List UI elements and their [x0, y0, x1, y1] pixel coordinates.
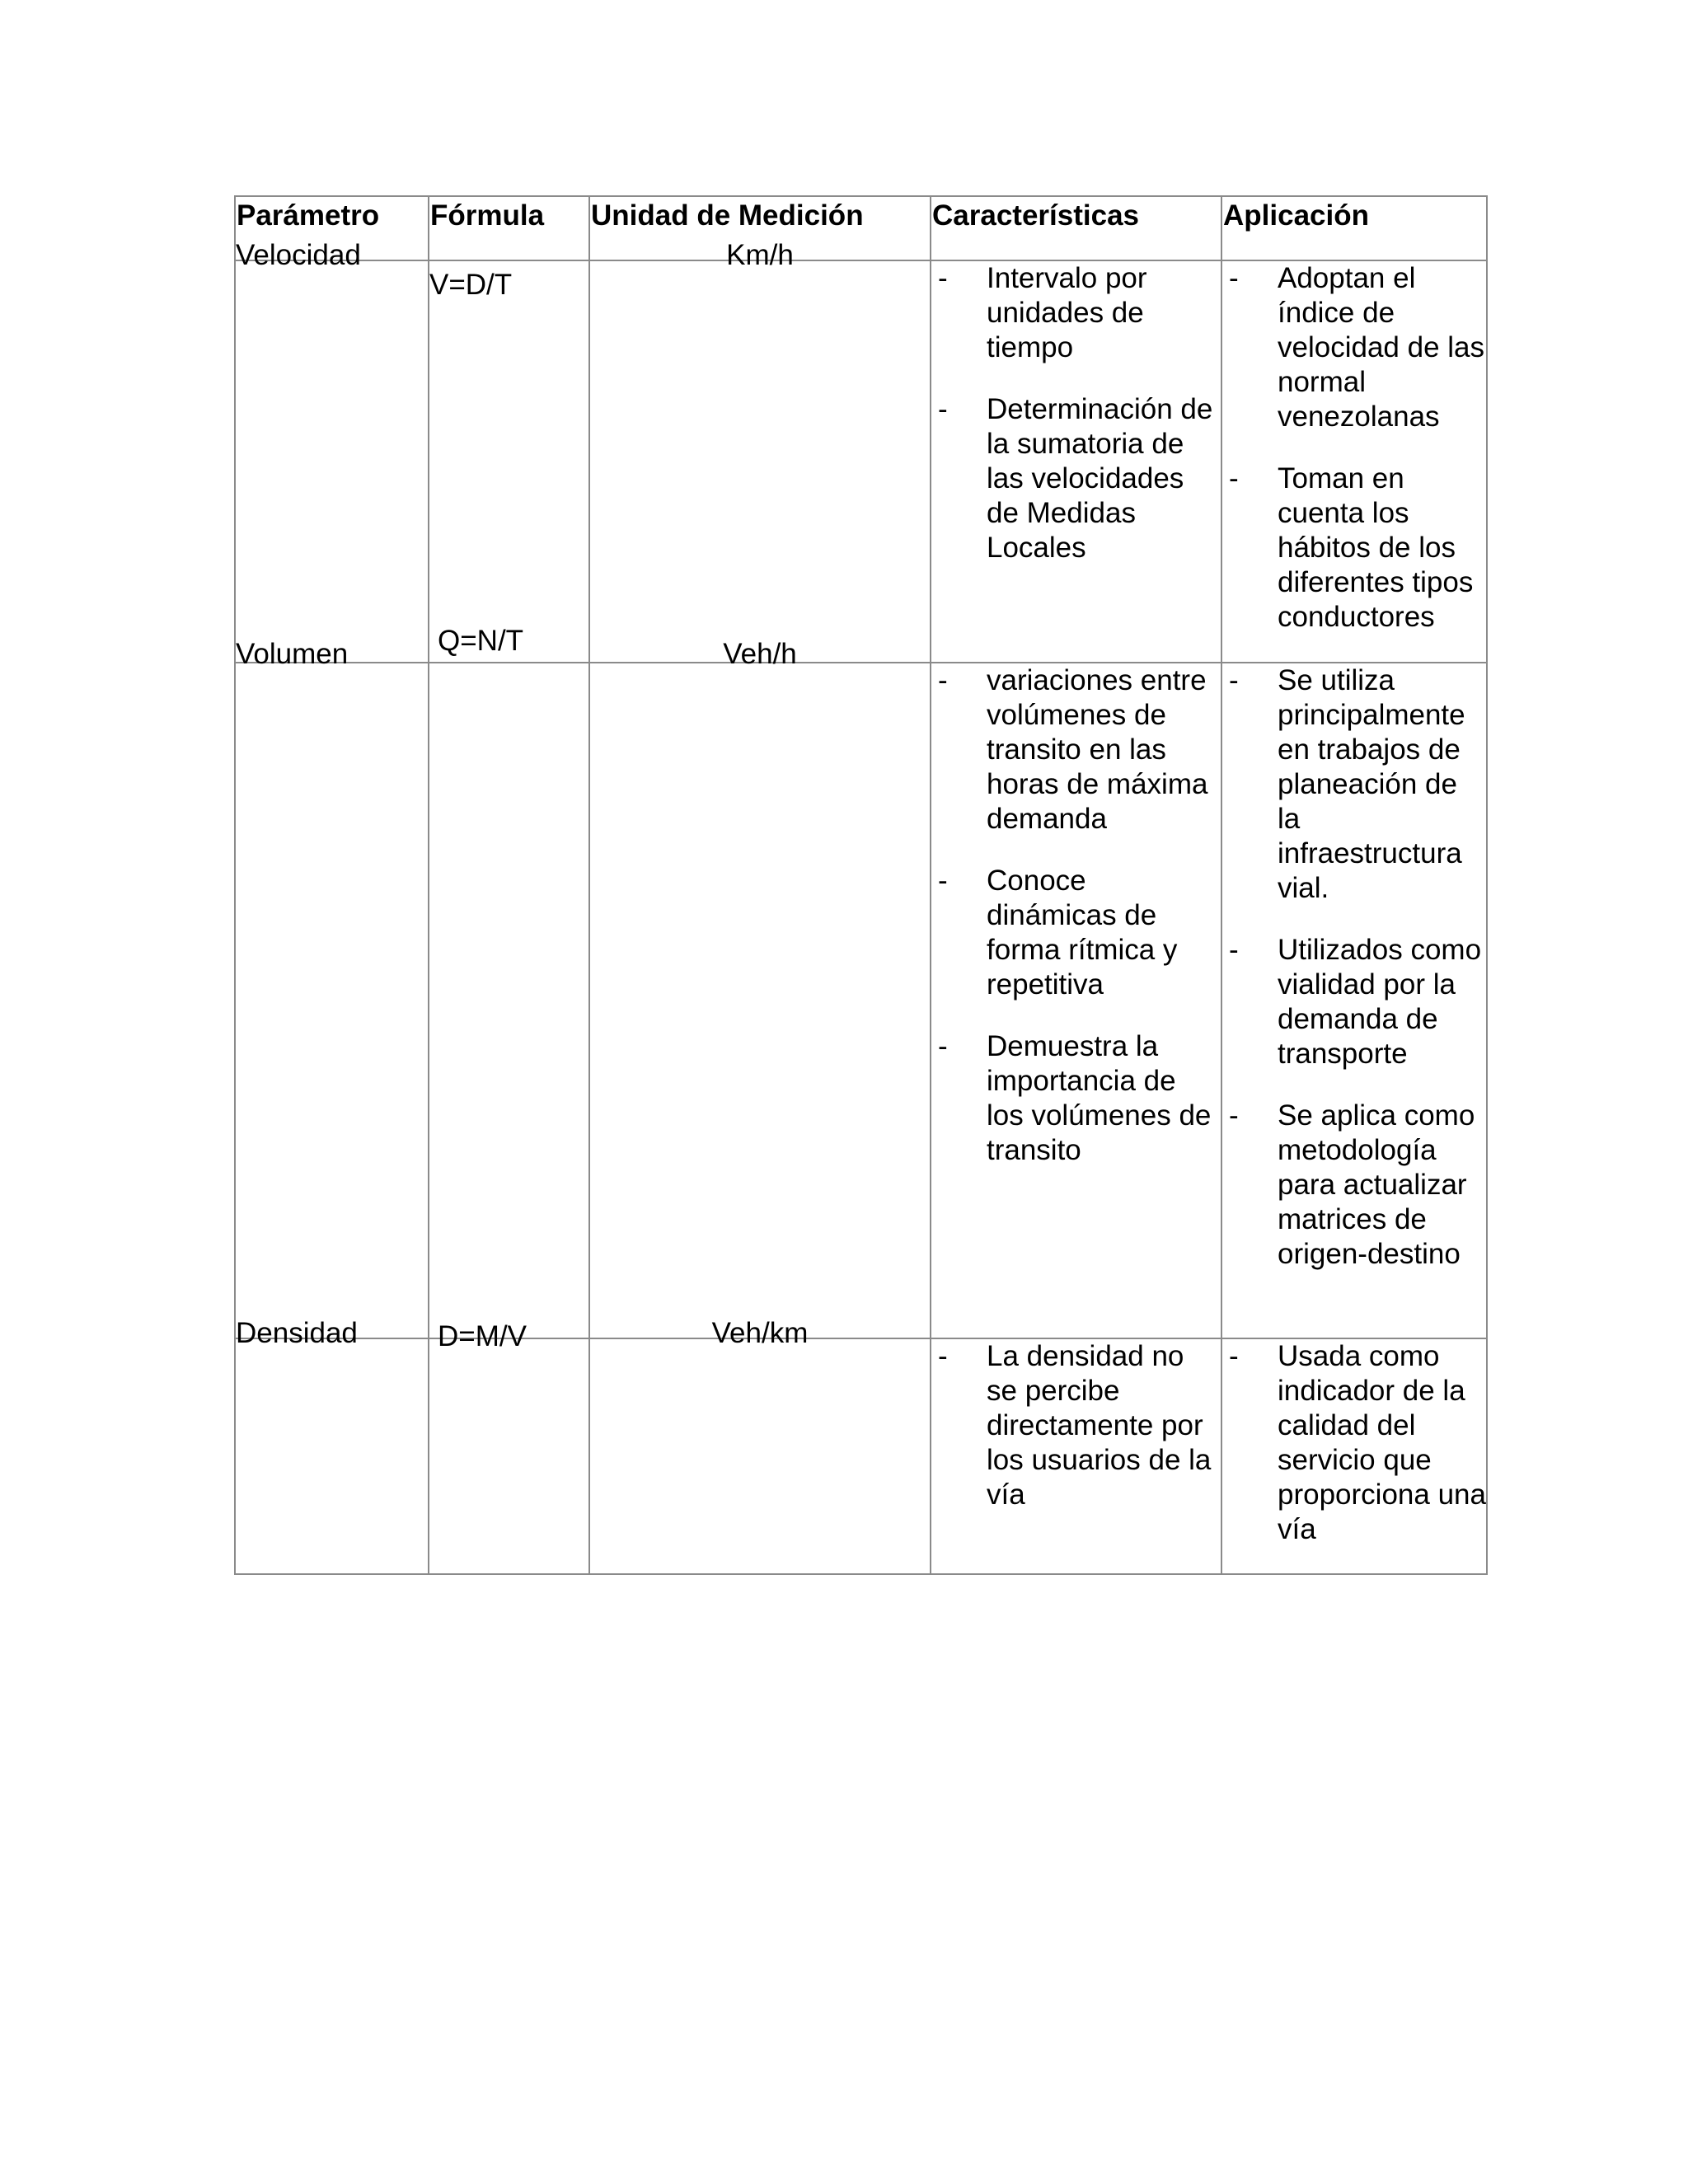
unidad-cell: [589, 638, 931, 1338]
header-unidad: Unidad de Medición: [589, 196, 931, 260]
aplicacion-text: Se utiliza principalmente en trabajos de planeación de la infraestructura vial.: [1278, 664, 1465, 904]
bullet-dash: -: [1229, 462, 1239, 494]
list-item: [931, 261, 1221, 365]
caracteristicas-cell: [931, 663, 1221, 1338]
header-parametro: Parámetro: [235, 196, 429, 260]
table-row-volumen: [235, 663, 1487, 1338]
aplicacion-list: [1222, 663, 1486, 1272]
bullet-dash: -: [938, 1340, 948, 1372]
formula-value: D=M/V: [438, 1320, 527, 1352]
list-item: [1222, 261, 1486, 434]
caracteristica-text: variaciones entre volúmenes de transito en las horas de máxima demanda: [987, 664, 1208, 835]
aplicacion-text: Se aplica como metodología para actualizar matrices de origen-destino: [1278, 1099, 1475, 1270]
bullet-dash: -: [1229, 664, 1239, 696]
formula-value: V=D/T: [429, 269, 513, 301]
formula-value: Q=N/T: [438, 625, 524, 657]
caracteristicas-list: [931, 261, 1221, 565]
list-item: [1222, 933, 1486, 1071]
caracteristicas-list: [931, 1339, 1221, 1512]
aplicacion-list: [1222, 261, 1486, 635]
parametro-cell: [235, 239, 429, 663]
aplicacion-cell: [1221, 260, 1487, 663]
unidad-cell: [589, 1317, 931, 1574]
caracteristicas-cell: [931, 1338, 1221, 1574]
aplicacion-text: Adoptan el índice de velocidad de las normal venezolanas: [1278, 262, 1484, 433]
formula-cell: [429, 625, 589, 1338]
caracteristica-text: Intervalo por unidades de tiempo: [987, 262, 1147, 363]
bullet-dash: -: [938, 664, 948, 696]
unidad-cell: [589, 239, 931, 663]
aplicacion-list: [1222, 1339, 1486, 1547]
list-item: [931, 864, 1221, 1002]
bullet-dash: -: [938, 1030, 948, 1062]
formula-cell: [429, 260, 589, 663]
list-item: [1222, 462, 1486, 635]
list-item: [931, 1029, 1221, 1168]
list-item: [931, 1339, 1221, 1512]
parametro-value: Velocidad: [236, 239, 361, 271]
list-item: [1222, 663, 1486, 906]
formula-cell: [429, 1320, 589, 1574]
list-item: [1222, 1099, 1486, 1272]
aplicacion-text: Usada como indicador de la calidad del servicio que proporciona una vía: [1278, 1340, 1486, 1545]
bullet-dash: -: [938, 865, 948, 897]
table-row-densidad: [235, 1338, 1487, 1574]
bullet-dash: -: [1229, 262, 1239, 294]
header-formula: Fórmula: [429, 196, 589, 260]
header-caracteristicas: Características: [931, 196, 1221, 260]
table-row-velocidad: [235, 260, 1487, 663]
unidad-value: Veh/km: [711, 1317, 809, 1349]
parametro-cell: [235, 1317, 429, 1574]
caracteristica-text: Determinación de la sumatoria de las velocidades de Medidas Locales: [987, 393, 1213, 564]
bullet-dash: -: [938, 262, 948, 294]
list-item: [1222, 1339, 1486, 1547]
aplicacion-cell: [1221, 663, 1487, 1338]
caracteristica-text: La densidad no se percibe directamente por los usuarios de la vía: [987, 1340, 1212, 1511]
list-item: [931, 392, 1221, 565]
caracteristica-text: Conoce dinámicas de forma rítmica y repetitiva: [987, 865, 1178, 1001]
parametro-cell: [235, 638, 429, 1338]
bullet-dash: -: [1229, 1099, 1239, 1132]
bullet-dash: -: [1229, 1340, 1239, 1372]
aplicacion-text: Utilizados como vialidad por la demanda de transporte: [1278, 934, 1482, 1070]
bullet-dash: -: [1229, 934, 1239, 966]
unidad-value: Veh/h: [723, 638, 797, 670]
header-aplicacion: Aplicación: [1221, 196, 1487, 260]
parameters-table: [234, 195, 1488, 1575]
caracteristicas-list: [931, 663, 1221, 1168]
list-item: [931, 663, 1221, 837]
bullet-dash: -: [938, 393, 948, 425]
aplicacion-cell: [1221, 1338, 1487, 1574]
caracteristica-text: Demuestra la importancia de los volúmenes de transito: [987, 1030, 1212, 1166]
caracteristicas-cell: [931, 260, 1221, 663]
unidad-value: Km/h: [726, 239, 794, 271]
parametro-value: Densidad: [236, 1317, 358, 1349]
parametro-value: Volumen: [236, 638, 349, 670]
aplicacion-text: Toman en cuenta los hábitos de los diferentes tipos conductores: [1278, 462, 1474, 633]
